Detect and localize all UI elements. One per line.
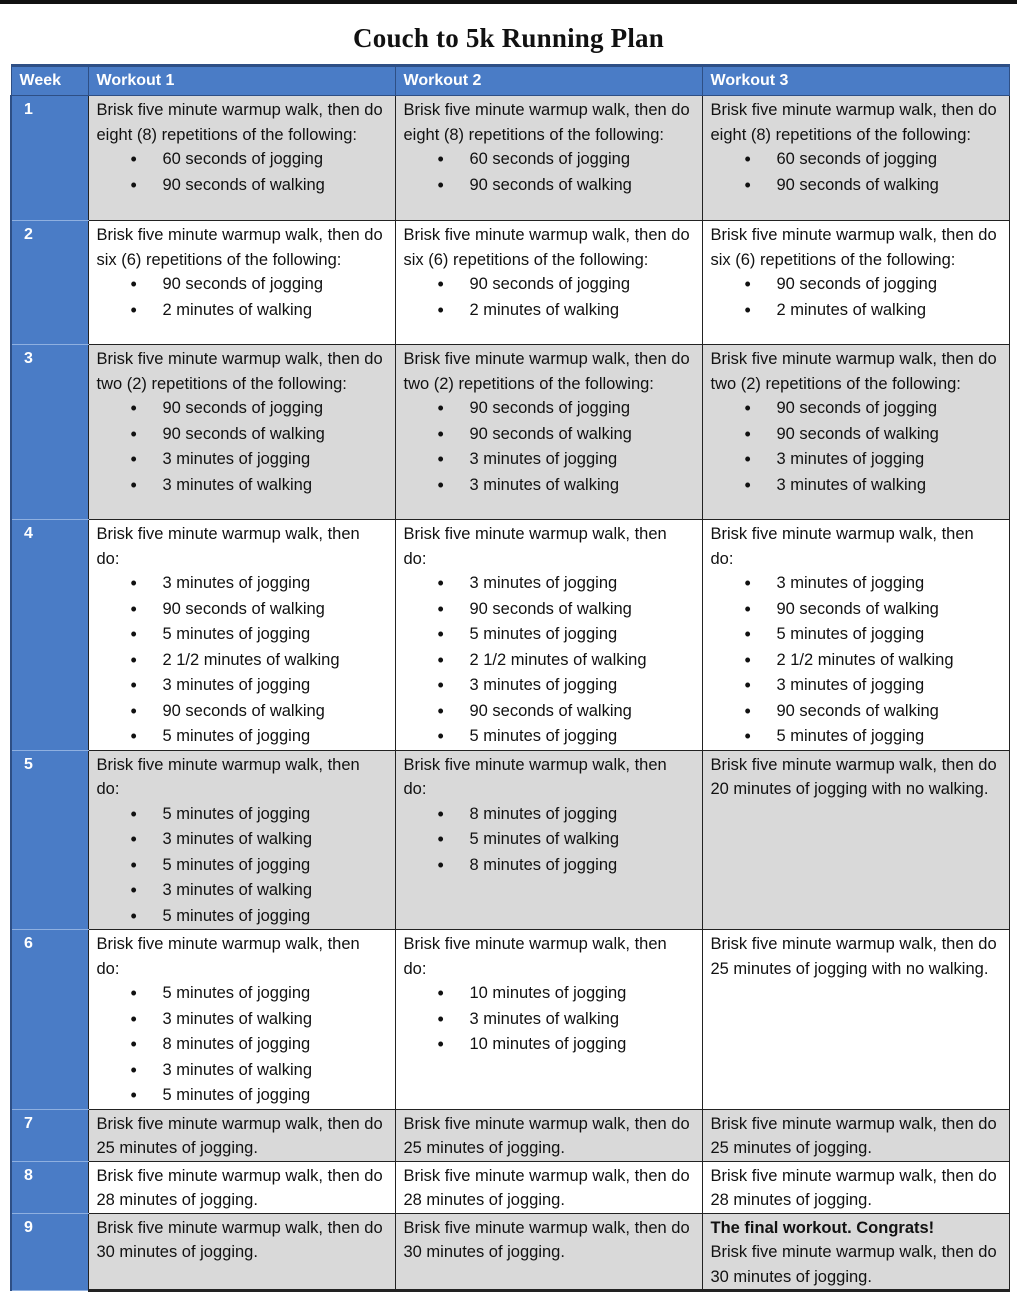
week-number: 4 (11, 520, 88, 751)
interval-item: • 5 minutes of jogging (163, 981, 387, 1007)
workout-cell (702, 1109, 1009, 1161)
interval-item: • 2 minutes of walking (777, 298, 1001, 324)
interval-item: • 60 seconds of jogging (163, 147, 387, 173)
workout-description: Brisk five minute warmup walk, then do 20 minutes of jogging with no walking. (710, 755, 997, 798)
header-workout-2: Workout 2 (395, 66, 702, 96)
interval-item: • 90 seconds of walking (163, 597, 387, 623)
workout-description: Brisk five minute warmup walk, then do six (6) repetitions of the following: (403, 226, 690, 269)
interval-list (97, 147, 387, 198)
table-row (11, 345, 1009, 520)
interval-list (711, 571, 1001, 750)
interval-item: • 3 minutes of jogging (777, 447, 1001, 473)
workout-description: Brisk five minute warmup walk, then do two (2) repetitions of the following: (403, 350, 690, 393)
workout-description: Brisk five minute warmup walk, then do: (403, 525, 667, 568)
table-row (11, 750, 1009, 930)
interval-list (97, 981, 387, 1109)
interval-list (404, 272, 694, 323)
interval-item: • 3 minutes of walking (163, 1058, 387, 1084)
workout-description: Brisk five minute warmup walk, then do six (6) repetitions of the following: (710, 226, 997, 269)
workout-cell (88, 930, 395, 1110)
interval-item: • 3 minutes of jogging (163, 673, 387, 699)
interval-item: • 5 minutes of jogging (470, 622, 694, 648)
interval-list (97, 571, 387, 750)
workout-description: Brisk five minute warmup walk, then do: (96, 935, 360, 978)
workout-description: Brisk five minute warmup walk, then do two (2) repetitions of the following: (710, 350, 997, 393)
workout-description: Brisk five minute warmup walk, then do eight (8) repetitions of the following: (403, 101, 690, 144)
workout-cell (395, 1213, 702, 1291)
header-row (11, 66, 1009, 96)
interval-item: • 90 seconds of jogging (470, 396, 694, 422)
interval-item: • 90 seconds of walking (163, 173, 387, 199)
workout-description: Brisk five minute warmup walk, then do 25 minutes of jogging. (96, 1114, 383, 1157)
interval-item: • 3 minutes of walking (163, 827, 387, 853)
table-row (11, 520, 1009, 751)
page-title: Couch to 5k Running Plan (353, 23, 664, 53)
workout-highlight: The final workout. Congrats! (710, 1218, 935, 1237)
interval-item: • 5 minutes of jogging (163, 802, 387, 828)
interval-list (711, 147, 1001, 198)
table-row (11, 1109, 1009, 1161)
interval-item: • 90 seconds of jogging (777, 396, 1001, 422)
interval-item: • 5 minutes of jogging (777, 622, 1001, 648)
workout-cell (395, 930, 702, 1110)
workout-description: Brisk five minute warmup walk, then do 28 minutes of jogging. (710, 1166, 997, 1209)
interval-list (97, 802, 387, 930)
interval-item: • 2 minutes of walking (470, 298, 694, 324)
week-number: 6 (11, 930, 88, 1110)
workout-cell (702, 1213, 1009, 1291)
workout-cell (395, 221, 702, 345)
workout-description: Brisk five minute warmup walk, then do 28 minutes of jogging. (403, 1166, 690, 1209)
interval-item: • 10 minutes of jogging (470, 1032, 694, 1058)
workout-cell (88, 750, 395, 930)
week-number: 1 (11, 96, 88, 221)
workout-description: Brisk five minute warmup walk, then do 30 minutes of jogging. (96, 1218, 383, 1261)
week-number: 9 (11, 1213, 88, 1291)
interval-item: • 2 1/2 minutes of walking (163, 648, 387, 674)
workout-description: Brisk five minute warmup walk, then do two (2) repetitions of the following: (96, 350, 383, 393)
workout-cell (702, 930, 1009, 1110)
workout-cell (88, 1213, 395, 1291)
workout-cell (702, 1161, 1009, 1213)
interval-list (404, 396, 694, 498)
workout-description: Brisk five minute warmup walk, then do 25 minutes of jogging. (403, 1114, 690, 1157)
interval-item: • 3 minutes of walking (163, 473, 387, 499)
workout-description: Brisk five minute warmup walk, then do: (710, 525, 974, 568)
interval-list (97, 396, 387, 498)
week-number: 8 (11, 1161, 88, 1213)
interval-item: • 90 seconds of walking (777, 597, 1001, 623)
interval-item: • 5 minutes of jogging (777, 724, 1001, 750)
running-plan-table (10, 64, 1010, 1292)
interval-item: • 3 minutes of walking (163, 1007, 387, 1033)
workout-cell (88, 1109, 395, 1161)
interval-item: • 5 minutes of jogging (163, 853, 387, 879)
interval-item: • 90 seconds of walking (163, 422, 387, 448)
interval-list (711, 396, 1001, 498)
interval-item: • 90 seconds of walking (777, 173, 1001, 199)
interval-item: • 90 seconds of walking (470, 173, 694, 199)
interval-item: • 3 minutes of walking (470, 473, 694, 499)
interval-item: • 90 seconds of jogging (163, 396, 387, 422)
interval-item: • 5 minutes of jogging (470, 724, 694, 750)
workout-cell (395, 1161, 702, 1213)
interval-item: • 8 minutes of jogging (470, 853, 694, 879)
interval-item: • 3 minutes of walking (163, 878, 387, 904)
interval-item: • 3 minutes of jogging (470, 447, 694, 473)
interval-list (404, 147, 694, 198)
workout-description: Brisk five minute warmup walk, then do 30 minutes of jogging. (403, 1218, 690, 1261)
workout-description: Brisk five minute warmup walk, then do: (403, 755, 667, 798)
workout-cell (395, 520, 702, 751)
workout-cell (702, 750, 1009, 930)
workout-cell (702, 96, 1009, 221)
interval-item: • 60 seconds of jogging (777, 147, 1001, 173)
table-row (11, 1161, 1009, 1213)
interval-item: • 2 minutes of walking (163, 298, 387, 324)
interval-list (404, 802, 694, 879)
workout-cell (395, 1109, 702, 1161)
workout-description: Brisk five minute warmup walk, then do eight (8) repetitions of the following: (710, 101, 997, 144)
workout-cell (88, 1161, 395, 1213)
workout-description: Brisk five minute warmup walk, then do eight (8) repetitions of the following: (96, 101, 383, 144)
interval-item: • 8 minutes of jogging (470, 802, 694, 828)
interval-item: • 3 minutes of jogging (163, 571, 387, 597)
interval-item: • 10 minutes of jogging (470, 981, 694, 1007)
interval-item: • 8 minutes of jogging (163, 1032, 387, 1058)
interval-item: • 90 seconds of walking (777, 422, 1001, 448)
week-number: 3 (11, 345, 88, 520)
interval-item: • 5 minutes of jogging (163, 622, 387, 648)
week-number: 7 (11, 1109, 88, 1161)
workout-description: Brisk five minute warmup walk, then do: (403, 935, 667, 978)
header-workout-3: Workout 3 (702, 66, 1009, 96)
week-number: 2 (11, 221, 88, 345)
interval-item: • 2 1/2 minutes of walking (777, 648, 1001, 674)
interval-item: • 90 seconds of walking (470, 699, 694, 725)
interval-item: • 3 minutes of jogging (777, 571, 1001, 597)
workout-cell (88, 221, 395, 345)
table-row (11, 221, 1009, 345)
interval-item: • 90 seconds of jogging (163, 272, 387, 298)
workout-cell (395, 750, 702, 930)
workout-description: Brisk five minute warmup walk, then do: (96, 525, 360, 568)
interval-item: • 90 seconds of jogging (470, 272, 694, 298)
workout-cell (702, 520, 1009, 751)
workout-description: Brisk five minute warmup walk, then do: (96, 755, 360, 798)
workout-cell (702, 221, 1009, 345)
interval-item: • 3 minutes of jogging (777, 673, 1001, 699)
workout-description: Brisk five minute warmup walk, then do 25 minutes of jogging with no walking. (710, 935, 997, 978)
workout-description: Brisk five minute warmup walk, then do 30 minutes of jogging. (710, 1243, 997, 1286)
workout-cell (395, 96, 702, 221)
top-rule (0, 0, 1017, 4)
workout-description: Brisk five minute warmup walk, then do 25 minutes of jogging. (710, 1114, 997, 1157)
workout-cell (395, 345, 702, 520)
interval-item: • 3 minutes of jogging (470, 673, 694, 699)
interval-item: • 60 seconds of jogging (470, 147, 694, 173)
interval-item: • 90 seconds of walking (470, 422, 694, 448)
interval-item: • 90 seconds of walking (777, 699, 1001, 725)
interval-list (404, 571, 694, 750)
interval-list (404, 981, 694, 1058)
interval-item: • 90 seconds of walking (470, 597, 694, 623)
interval-item: • 5 minutes of jogging (163, 1083, 387, 1109)
interval-item: • 3 minutes of walking (470, 1007, 694, 1033)
workout-cell (88, 520, 395, 751)
workout-description: Brisk five minute warmup walk, then do 28 minutes of jogging. (96, 1166, 383, 1209)
table-row (11, 96, 1009, 221)
interval-item: • 90 seconds of jogging (777, 272, 1001, 298)
week-number: 5 (11, 750, 88, 930)
interval-list (711, 272, 1001, 323)
header-workout-1: Workout 1 (88, 66, 395, 96)
interval-item: • 5 minutes of jogging (163, 904, 387, 930)
interval-item: • 3 minutes of jogging (470, 571, 694, 597)
workout-cell (88, 345, 395, 520)
workout-cell (88, 96, 395, 221)
workout-description: Brisk five minute warmup walk, then do six (6) repetitions of the following: (96, 226, 383, 269)
interval-item: • 3 minutes of walking (777, 473, 1001, 499)
interval-item: • 3 minutes of jogging (163, 447, 387, 473)
workout-cell (702, 345, 1009, 520)
plan-body (11, 96, 1009, 1291)
interval-list (97, 272, 387, 323)
table-row (11, 930, 1009, 1110)
interval-item: • 2 1/2 minutes of walking (470, 648, 694, 674)
table-row (11, 1213, 1009, 1291)
header-week: Week (11, 66, 88, 96)
interval-item: • 5 minutes of walking (470, 827, 694, 853)
interval-item: • 5 minutes of jogging (163, 724, 387, 750)
interval-item: • 90 seconds of walking (163, 699, 387, 725)
